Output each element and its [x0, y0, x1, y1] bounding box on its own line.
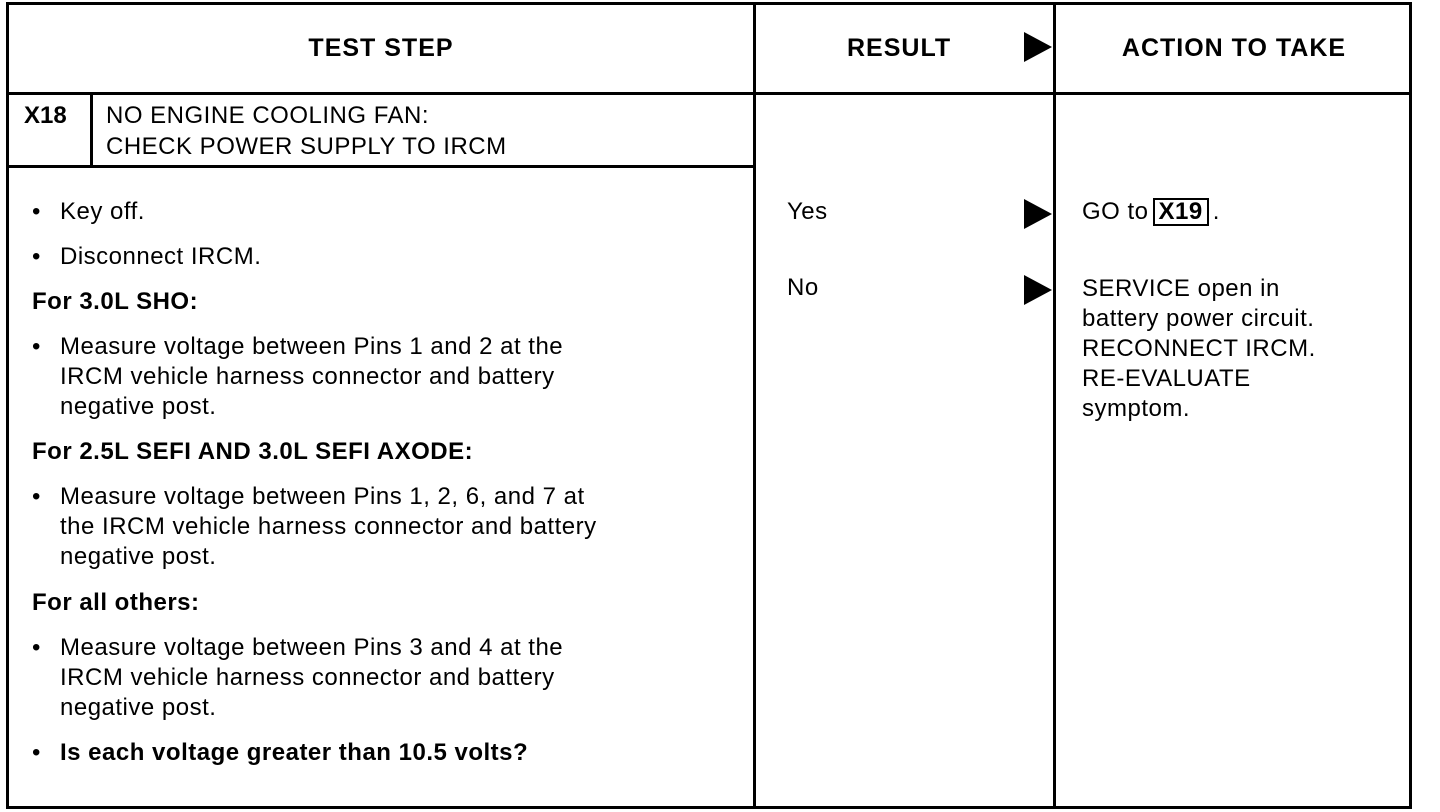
action-no-line-1: SERVICE open in	[1082, 275, 1280, 302]
header-arrow-icon	[1024, 32, 1052, 62]
step-title-line-2: CHECK POWER SUPPLY TO IRCM	[106, 133, 507, 160]
step-id-divider	[90, 92, 93, 166]
instruction-sefi-line-2: the IRCM vehicle harness connector and battery	[60, 513, 597, 540]
bottom-divider	[6, 806, 1412, 809]
column-divider-1	[753, 2, 756, 809]
column-divider-2	[1053, 2, 1056, 809]
step-id: X18	[24, 102, 67, 129]
action-no-line-5: symptom.	[1082, 395, 1191, 422]
bullet-icon: •	[32, 739, 41, 766]
action-no-line-2: battery power circuit.	[1082, 305, 1315, 332]
question: Is each voltage greater than 10.5 volts?	[60, 739, 529, 766]
step-title-divider	[6, 165, 756, 168]
result-no-arrow-icon	[1024, 275, 1052, 305]
bullet-icon: •	[32, 243, 41, 270]
action-yes-suffix: .	[1212, 198, 1220, 225]
instruction-key-off: Key off.	[60, 198, 145, 225]
heading-3-0l-sho: For 3.0L SHO:	[32, 288, 199, 315]
bullet-icon: •	[32, 483, 41, 510]
step-title-line-1: NO ENGINE COOLING FAN:	[106, 102, 430, 129]
bullet-icon: •	[32, 634, 41, 661]
action-yes	[1082, 197, 1220, 227]
action-yes-prefix: GO to	[1082, 198, 1149, 225]
result-no: No	[787, 274, 819, 301]
instruction-sho-line-3: negative post.	[60, 393, 217, 420]
instruction-sefi-line-3: negative post.	[60, 543, 217, 570]
action-no-line-3: RECONNECT IRCM.	[1082, 335, 1316, 362]
instruction-others-line-3: negative post.	[60, 694, 217, 721]
result-yes-arrow-icon	[1024, 199, 1052, 229]
heading-all-others: For all others:	[32, 589, 200, 616]
bullet-icon: •	[32, 198, 41, 225]
instruction-sho-line-2: IRCM vehicle harness connector and battery	[60, 363, 555, 390]
instruction-sefi-line-1: Measure voltage between Pins 1, 2, 6, and 7 at	[60, 483, 585, 510]
instruction-others-line-2: IRCM vehicle harness connector and battery	[60, 664, 555, 691]
header-result: RESULT	[847, 33, 952, 62]
header-test-step: TEST STEP	[308, 33, 454, 62]
instruction-sho-line-1: Measure voltage between Pins 1 and 2 at the	[60, 333, 564, 360]
instruction-others-line-1: Measure voltage between Pins 3 and 4 at the	[60, 634, 564, 661]
step-ref-x19: X19	[1153, 198, 1209, 226]
heading-sefi: For 2.5L SEFI AND 3.0L SEFI AXODE:	[32, 438, 474, 465]
result-yes: Yes	[787, 198, 828, 225]
instruction-disconnect: Disconnect IRCM.	[60, 243, 262, 270]
action-no-line-4: RE-EVALUATE	[1082, 365, 1251, 392]
bullet-icon: •	[32, 333, 41, 360]
header-action: ACTION TO TAKE	[1121, 33, 1347, 62]
